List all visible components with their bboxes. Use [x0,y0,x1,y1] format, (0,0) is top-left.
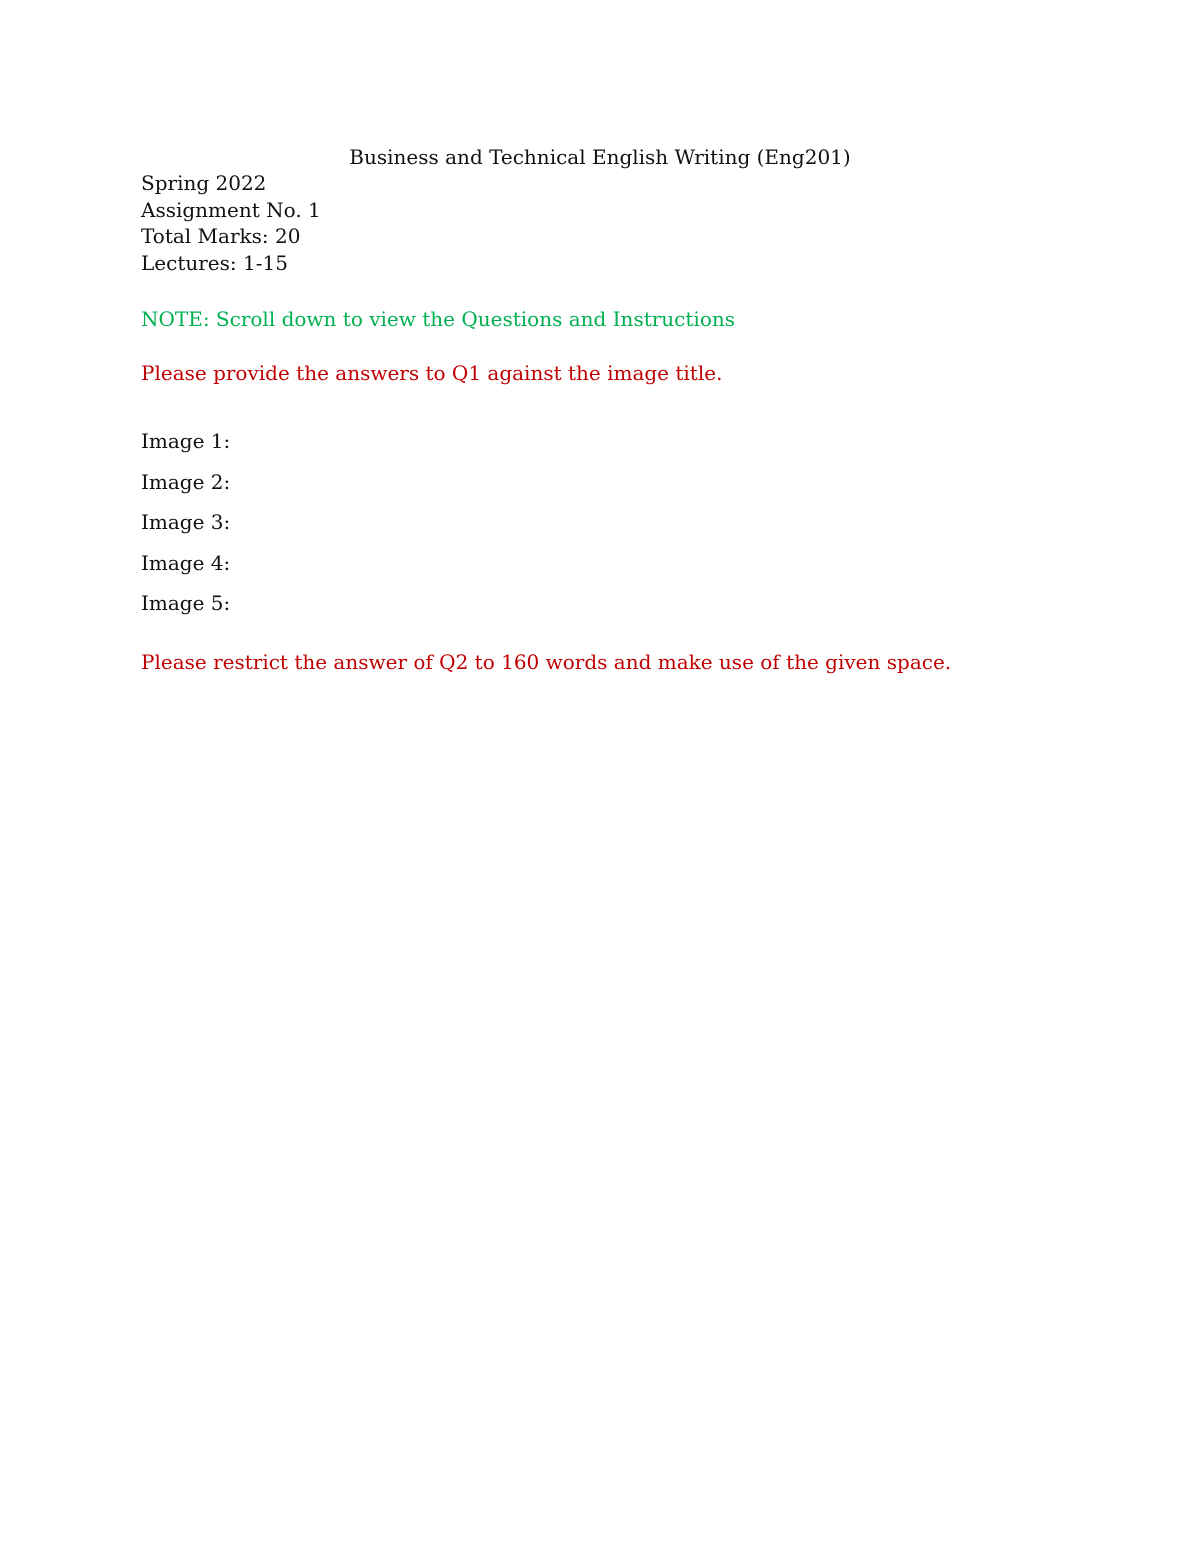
lectures-range: Lectures: 1-15 [141,250,288,275]
image-5-label: Image 5: [141,591,231,615]
image-answer-list [141,427,230,630]
assignment-meta [141,170,321,276]
image-3-label: Image 3: [141,510,231,534]
semester-label: Spring 2022 [141,171,267,195]
q1-instruction: Please provide the answers to Q1 against the image title. [141,361,723,385]
q2-instruction: Please restrict the answer of Q2 to 160 words and make use of the given space. [141,650,952,674]
image-4-label: Image 4: [141,550,231,575]
document-title: Business and Technical English Writing (Eng201) [349,145,851,169]
scroll-note: NOTE: Scroll down to view the Questions and Instructions [141,307,736,331]
image-2-label: Image 2: [141,469,231,494]
assignment-number: Assignment No. 1 [141,197,321,222]
image-1-label: Image 1: [141,429,231,453]
total-marks: Total Marks: 20 [141,224,301,248]
